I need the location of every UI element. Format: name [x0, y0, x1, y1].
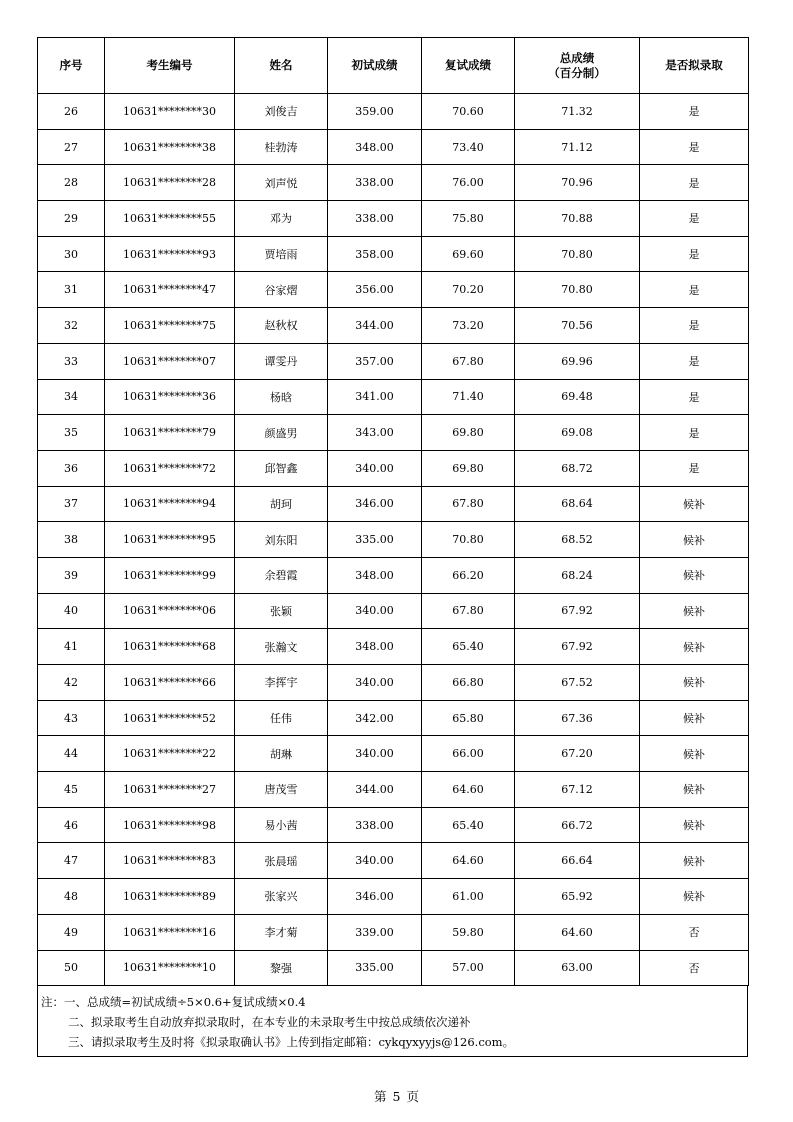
cell-admission: 候补: [640, 807, 749, 843]
cell-serial: 40: [38, 593, 105, 629]
cell-name: 胡琳: [235, 736, 328, 772]
cell-retest-score: 69.80: [422, 415, 515, 451]
cell-total-score: 68.64: [515, 486, 640, 522]
cell-exam-id: 10631********98: [105, 807, 235, 843]
cell-retest-score: 59.80: [422, 914, 515, 950]
cell-total-score: 69.08: [515, 415, 640, 451]
cell-initial-score: 335.00: [328, 950, 422, 986]
cell-total-score: 68.52: [515, 522, 640, 558]
cell-retest-score: 64.60: [422, 843, 515, 879]
cell-admission: 候补: [640, 665, 749, 701]
cell-initial-score: 348.00: [328, 629, 422, 665]
cell-admission: 是: [640, 272, 749, 308]
cell-name: 易小茜: [235, 807, 328, 843]
cell-initial-score: 340.00: [328, 450, 422, 486]
cell-exam-id: 10631********06: [105, 593, 235, 629]
cell-admission: 是: [640, 308, 749, 344]
cell-retest-score: 65.40: [422, 629, 515, 665]
cell-admission: 候补: [640, 557, 749, 593]
cell-initial-score: 340.00: [328, 843, 422, 879]
cell-total-score: 63.00: [515, 950, 640, 986]
cell-initial-score: 340.00: [328, 736, 422, 772]
cell-serial: 44: [38, 736, 105, 772]
table-row: [38, 379, 749, 415]
note-3: 三、请拟录取考生及时将《拟录取确认书》上传到指定邮箱：cykqyxyyjs@126.com。: [68, 1035, 515, 1050]
cell-exam-id: 10631********22: [105, 736, 235, 772]
cell-exam-id: 10631********89: [105, 879, 235, 915]
cell-exam-id: 10631********75: [105, 308, 235, 344]
cell-name: 邓为: [235, 201, 328, 237]
table-header-row: [38, 38, 749, 94]
cell-serial: 28: [38, 165, 105, 201]
cell-admission: 是: [640, 343, 749, 379]
cell-admission: 否: [640, 950, 749, 986]
cell-retest-score: 76.00: [422, 165, 515, 201]
cell-serial: 48: [38, 879, 105, 915]
cell-exam-id: 10631********55: [105, 201, 235, 237]
cell-serial: 39: [38, 557, 105, 593]
cell-name: 李挥宇: [235, 665, 328, 701]
cell-name: 刘声悦: [235, 165, 328, 201]
header-total-score-label: 总成绩: [559, 50, 595, 65]
cell-name: 谷家熠: [235, 272, 328, 308]
cell-admission: 候补: [640, 879, 749, 915]
cell-initial-score: 340.00: [328, 665, 422, 701]
cell-total-score: 67.52: [515, 665, 640, 701]
cell-exam-id: 10631********99: [105, 557, 235, 593]
cell-admission: 否: [640, 914, 749, 950]
cell-admission: 是: [640, 236, 749, 272]
cell-serial: 45: [38, 772, 105, 808]
cell-initial-score: 343.00: [328, 415, 422, 451]
cell-name: 杨晗: [235, 379, 328, 415]
header-name: 姓名: [235, 38, 328, 94]
cell-total-score: 64.60: [515, 914, 640, 950]
cell-exam-id: 10631********94: [105, 486, 235, 522]
cell-serial: 31: [38, 272, 105, 308]
cell-initial-score: 339.00: [328, 914, 422, 950]
table-row: [38, 129, 749, 165]
header-total-score: [515, 38, 640, 94]
cell-name: 刘俊吉: [235, 94, 328, 130]
cell-admission: 是: [640, 94, 749, 130]
table-row: [38, 629, 749, 665]
table-row: [38, 807, 749, 843]
cell-retest-score: 57.00: [422, 950, 515, 986]
cell-serial: 38: [38, 522, 105, 558]
cell-initial-score: 348.00: [328, 557, 422, 593]
notes-block: [37, 986, 748, 1057]
table-row: [38, 700, 749, 736]
table-row: [38, 415, 749, 451]
cell-exam-id: 10631********28: [105, 165, 235, 201]
cell-total-score: 69.96: [515, 343, 640, 379]
cell-name: 胡珂: [235, 486, 328, 522]
cell-serial: 41: [38, 629, 105, 665]
cell-retest-score: 66.00: [422, 736, 515, 772]
cell-name: 颜盛男: [235, 415, 328, 451]
cell-name: 谭雯丹: [235, 343, 328, 379]
table-row: [38, 201, 749, 237]
cell-name: 任伟: [235, 700, 328, 736]
header-total-score-sub: （百分制）: [548, 65, 606, 80]
cell-serial: 35: [38, 415, 105, 451]
cell-exam-id: 10631********66: [105, 665, 235, 701]
cell-initial-score: 348.00: [328, 129, 422, 165]
cell-admission: 是: [640, 379, 749, 415]
cell-exam-id: 10631********10: [105, 950, 235, 986]
cell-initial-score: 338.00: [328, 201, 422, 237]
cell-retest-score: 64.60: [422, 772, 515, 808]
cell-initial-score: 356.00: [328, 272, 422, 308]
cell-total-score: 71.12: [515, 129, 640, 165]
table-row: [38, 272, 749, 308]
cell-retest-score: 66.20: [422, 557, 515, 593]
cell-serial: 36: [38, 450, 105, 486]
table-row: [38, 308, 749, 344]
table-row: [38, 772, 749, 808]
cell-serial: 37: [38, 486, 105, 522]
cell-name: 黎强: [235, 950, 328, 986]
cell-admission: 是: [640, 165, 749, 201]
cell-serial: 43: [38, 700, 105, 736]
header-admission: 是否拟录取: [640, 38, 749, 94]
cell-admission: 候补: [640, 629, 749, 665]
table-row: [38, 914, 749, 950]
cell-serial: 30: [38, 236, 105, 272]
cell-retest-score: 69.80: [422, 450, 515, 486]
cell-exam-id: 10631********30: [105, 94, 235, 130]
cell-initial-score: 346.00: [328, 879, 422, 915]
cell-exam-id: 10631********52: [105, 700, 235, 736]
table-row: [38, 236, 749, 272]
cell-retest-score: 71.40: [422, 379, 515, 415]
cell-serial: 46: [38, 807, 105, 843]
cell-exam-id: 10631********36: [105, 379, 235, 415]
cell-admission: 候补: [640, 843, 749, 879]
cell-initial-score: 357.00: [328, 343, 422, 379]
table-row: [38, 522, 749, 558]
cell-total-score: 67.92: [515, 593, 640, 629]
cell-serial: 47: [38, 843, 105, 879]
cell-admission: 是: [640, 201, 749, 237]
note-1: 注：一、总成绩=初试成绩÷5×0.6+复试成绩×0.4: [41, 995, 306, 1010]
cell-retest-score: 70.20: [422, 272, 515, 308]
cell-total-score: 70.80: [515, 236, 640, 272]
cell-total-score: 70.80: [515, 272, 640, 308]
cell-initial-score: 335.00: [328, 522, 422, 558]
cell-name: 贾培雨: [235, 236, 328, 272]
cell-serial: 42: [38, 665, 105, 701]
footer-prefix: 第: [374, 1089, 387, 1104]
header-exam-id: 考生编号: [105, 38, 235, 94]
note-2: 二、拟录取考生自动放弃拟录取时，在本专业的未录取考生中按总成绩依次递补: [68, 1015, 471, 1030]
table-row: [38, 557, 749, 593]
cell-total-score: 70.88: [515, 201, 640, 237]
cell-exam-id: 10631********07: [105, 343, 235, 379]
cell-exam-id: 10631********27: [105, 772, 235, 808]
table-row: [38, 843, 749, 879]
cell-admission: 候补: [640, 593, 749, 629]
cell-initial-score: 344.00: [328, 772, 422, 808]
cell-name: 余碧霞: [235, 557, 328, 593]
cell-serial: 27: [38, 129, 105, 165]
cell-serial: 34: [38, 379, 105, 415]
cell-retest-score: 73.40: [422, 129, 515, 165]
cell-total-score: 67.36: [515, 700, 640, 736]
table-row: [38, 879, 749, 915]
score-sheet: [37, 37, 748, 1057]
cell-exam-id: 10631********47: [105, 272, 235, 308]
table-row: [38, 593, 749, 629]
cell-exam-id: 10631********95: [105, 522, 235, 558]
cell-admission: 候补: [640, 772, 749, 808]
cell-name: 刘东阳: [235, 522, 328, 558]
cell-retest-score: 65.80: [422, 700, 515, 736]
footer-suffix: 页: [406, 1089, 419, 1104]
cell-name: 张瀚文: [235, 629, 328, 665]
table-row: [38, 94, 749, 130]
header-serial: 序号: [38, 38, 105, 94]
table-row: [38, 486, 749, 522]
cell-initial-score: 358.00: [328, 236, 422, 272]
cell-exam-id: 10631********79: [105, 415, 235, 451]
cell-admission: 是: [640, 415, 749, 451]
cell-retest-score: 70.60: [422, 94, 515, 130]
cell-initial-score: 341.00: [328, 379, 422, 415]
cell-retest-score: 67.80: [422, 343, 515, 379]
cell-name: 邱智鑫: [235, 450, 328, 486]
cell-retest-score: 73.20: [422, 308, 515, 344]
header-retest-score: 复试成绩: [422, 38, 515, 94]
cell-total-score: 67.12: [515, 772, 640, 808]
cell-name: 李才菊: [235, 914, 328, 950]
cell-total-score: 70.56: [515, 308, 640, 344]
cell-name: 唐茂雪: [235, 772, 328, 808]
header-initial-score: 初试成绩: [328, 38, 422, 94]
cell-admission: 是: [640, 129, 749, 165]
admission-table: [37, 37, 749, 986]
cell-exam-id: 10631********83: [105, 843, 235, 879]
cell-initial-score: 340.00: [328, 593, 422, 629]
table-row: [38, 450, 749, 486]
cell-exam-id: 10631********16: [105, 914, 235, 950]
cell-exam-id: 10631********68: [105, 629, 235, 665]
cell-serial: 33: [38, 343, 105, 379]
cell-total-score: 68.72: [515, 450, 640, 486]
cell-retest-score: 66.80: [422, 665, 515, 701]
cell-admission: 候补: [640, 736, 749, 772]
cell-initial-score: 338.00: [328, 165, 422, 201]
cell-total-score: 67.92: [515, 629, 640, 665]
cell-name: 赵秋权: [235, 308, 328, 344]
cell-name: 张家兴: [235, 879, 328, 915]
cell-admission: 是: [640, 450, 749, 486]
cell-exam-id: 10631********93: [105, 236, 235, 272]
table-row: [38, 665, 749, 701]
table-row: [38, 950, 749, 986]
cell-name: 张晨瑶: [235, 843, 328, 879]
cell-admission: 候补: [640, 700, 749, 736]
cell-initial-score: 346.00: [328, 486, 422, 522]
cell-serial: 50: [38, 950, 105, 986]
cell-admission: 候补: [640, 486, 749, 522]
cell-total-score: 69.48: [515, 379, 640, 415]
cell-retest-score: 75.80: [422, 201, 515, 237]
cell-total-score: 67.20: [515, 736, 640, 772]
cell-serial: 32: [38, 308, 105, 344]
cell-exam-id: 10631********72: [105, 450, 235, 486]
cell-initial-score: 338.00: [328, 807, 422, 843]
page-number: 5: [392, 1089, 401, 1104]
cell-retest-score: 67.80: [422, 486, 515, 522]
table-row: [38, 165, 749, 201]
cell-admission: 候补: [640, 522, 749, 558]
cell-retest-score: 69.60: [422, 236, 515, 272]
cell-retest-score: 61.00: [422, 879, 515, 915]
cell-initial-score: 344.00: [328, 308, 422, 344]
cell-retest-score: 65.40: [422, 807, 515, 843]
cell-retest-score: 70.80: [422, 522, 515, 558]
cell-total-score: 65.92: [515, 879, 640, 915]
cell-total-score: 66.72: [515, 807, 640, 843]
cell-initial-score: 342.00: [328, 700, 422, 736]
cell-initial-score: 359.00: [328, 94, 422, 130]
cell-total-score: 66.64: [515, 843, 640, 879]
cell-exam-id: 10631********38: [105, 129, 235, 165]
cell-total-score: 71.32: [515, 94, 640, 130]
cell-retest-score: 67.80: [422, 593, 515, 629]
cell-serial: 49: [38, 914, 105, 950]
cell-total-score: 68.24: [515, 557, 640, 593]
table-row: [38, 736, 749, 772]
cell-total-score: 70.96: [515, 165, 640, 201]
cell-name: 桂勃涛: [235, 129, 328, 165]
cell-name: 张颖: [235, 593, 328, 629]
cell-serial: 29: [38, 201, 105, 237]
cell-serial: 26: [38, 94, 105, 130]
table-row: [38, 343, 749, 379]
page-footer: [0, 1087, 793, 1105]
